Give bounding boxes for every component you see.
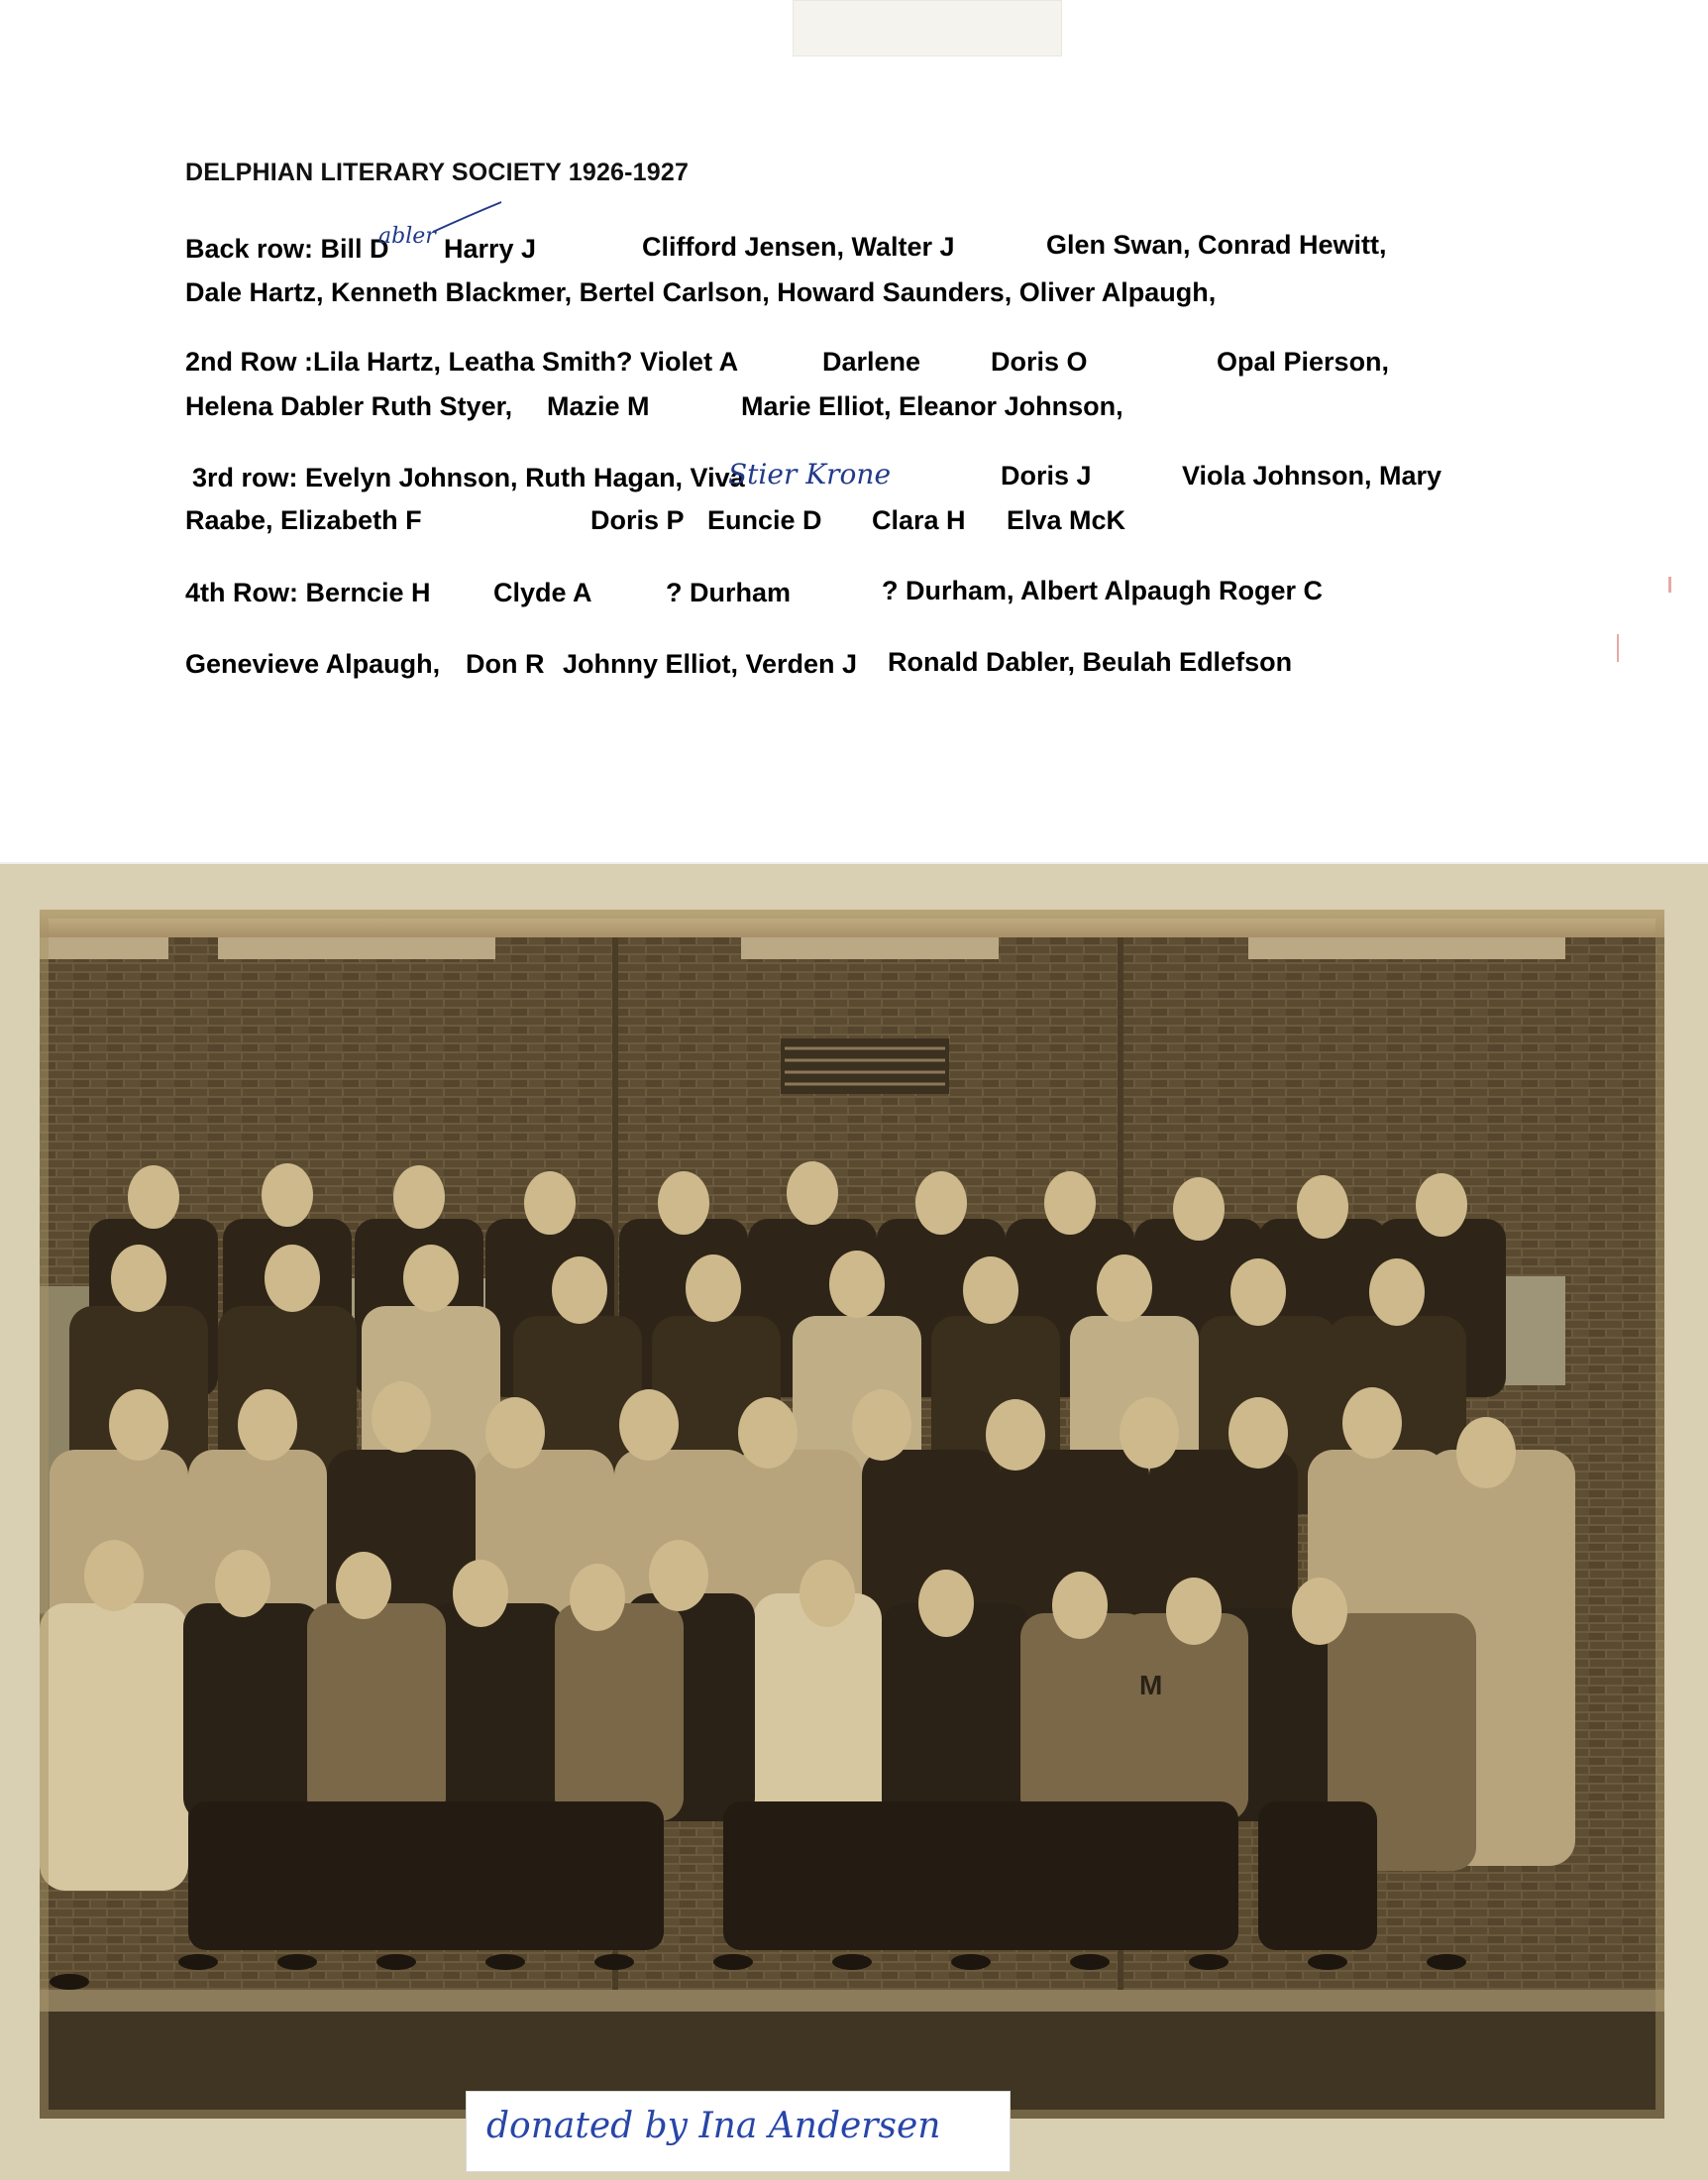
caption-title: DELPHIAN LITERARY SOCIETY 1926-1927 [185,159,690,186]
row2-line-1-c: Doris O [991,347,1088,377]
row4-line-2-d: Ronald Dabler, Beulah Edlefson [888,647,1293,677]
row4-line-2-b: Don R [466,649,545,679]
row3-line-2-b: Doris P [590,505,685,535]
row4-line-1-d: ? Durham, Albert Alpaugh Roger C [882,576,1324,605]
donation-note: donated by Ina Andersen [486,2106,941,2146]
photo-scene [40,910,1664,2119]
row4-line-1-a: 4th Row: Berncie H [185,578,431,607]
back-row-line-1-d: Glen Swan, Conrad Hewitt, [1046,230,1387,260]
row3-line-1-a: 3rd row: Evelyn Johnson, Ruth Hagan, Viva [192,463,745,492]
walkway [40,1990,1664,2012]
row3-line-2-e: Elva McK [1007,505,1126,535]
back-row-line-1-b: Harry J [444,234,537,264]
row3-line-2-c: Euncie D [707,505,822,535]
sweater-letter: M [1139,1670,1163,1700]
ink-mark [1668,577,1671,593]
row3-line-1-b: Doris J [1001,461,1092,490]
row2-line-1-d: Opal Pierson, [1217,347,1390,377]
back-row-line-1-c: Clifford Jensen, Walter J [642,232,955,262]
row3-handwritten-name: Stier Krone [728,458,892,490]
row2-line-2-b: Mazie M [547,391,650,421]
class-photograph [40,910,1664,2119]
back-row-line-1-a: Back row: Bill D [185,234,389,264]
donation-note-slip [466,2091,1011,2172]
row4-line-2-a: Genevieve Alpaugh, [185,649,441,679]
row2-line-1-a: 2nd Row :Lila Hartz, Leatha Smith? Violet A [185,347,739,377]
back-row-line-2: Dale Hartz, Kenneth Blackmer, Bertel Carlson, Howard Saunders, Oliver Alpaugh, [185,277,1217,307]
wall-vent [781,1038,949,1094]
row3-line-1-c: Viola Johnson, Mary [1182,461,1442,490]
caption-block [185,159,1473,187]
row3-line-2-d: Clara H [872,505,966,535]
tape-strip [793,0,1062,56]
row4-line-1-c: ? Durham [666,578,792,607]
ink-mark [1617,634,1619,662]
caption-sheet [0,0,1708,862]
row4-line-2-c: Johnny Elliot, Verden J [563,649,858,679]
row2-line-1-b: Darlene [822,347,921,377]
handwritten-flourish [428,198,507,238]
back-row-handwritten-correction: abler [378,224,436,249]
row4-line-1-b: Clyde A [493,578,592,607]
row2-line-2-c: Marie Elliot, Eleanor Johnson, [741,391,1123,421]
row2-line-2-a: Helena Dabler Ruth Styer, [185,391,513,421]
row3-line-2-a: Raabe, Elizabeth F [185,505,422,535]
